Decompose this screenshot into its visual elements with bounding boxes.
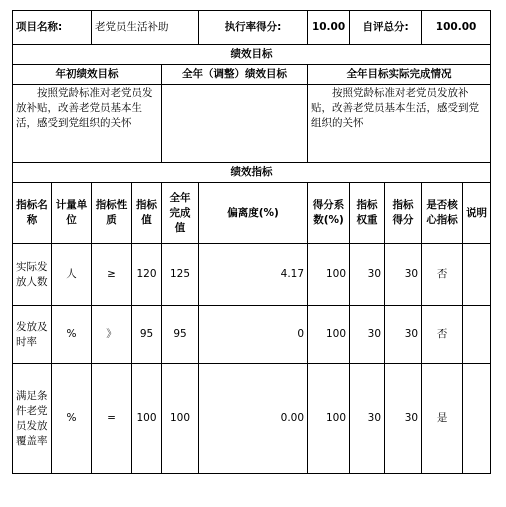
exec-rate-value: 10.00 [308, 11, 350, 45]
header-row [13, 11, 491, 45]
indicator-score: 30 [385, 364, 422, 474]
indicator-value: 95 [132, 306, 162, 364]
goals-section-title: 绩效目标 [13, 45, 491, 65]
indicator-core: 是 [422, 364, 463, 474]
indicator-name: 实际发放人数 [13, 244, 52, 306]
indicator-note [463, 306, 491, 364]
indicator-deviation: 4.17 [199, 244, 308, 306]
col-header-name: 指标名称 [13, 183, 52, 244]
col-header-weight: 指标权重 [350, 183, 385, 244]
col-header-note: 说明 [463, 183, 491, 244]
indicator-unit: % [52, 306, 92, 364]
goals-content-row [13, 85, 491, 163]
performance-evaluation-sheet [12, 10, 490, 474]
indicator-deviation: 0.00 [199, 364, 308, 474]
col-header-coef: 得分系数(%) [308, 183, 350, 244]
indicators-header-row [13, 183, 491, 244]
indicator-coef: 100 [308, 306, 350, 364]
self-score-label: 自评总分: [350, 11, 422, 45]
initial-goal-text: 按照党龄标准对老党员发放补贴，改善老党员基本生活，感受到党组织的关怀 [13, 85, 162, 163]
indicator-score: 30 [385, 244, 422, 306]
indicator-value: 120 [132, 244, 162, 306]
col-header-score: 指标得分 [385, 183, 422, 244]
project-name-value: 老党员生活补助 [92, 11, 199, 45]
indicator-nature: = [92, 364, 132, 474]
indicator-note [463, 244, 491, 306]
indicators-section-row [13, 163, 491, 183]
adjusted-goal-header: 全年（调整）绩效目标 [162, 65, 308, 85]
col-header-value: 指标值 [132, 183, 162, 244]
indicator-coef: 100 [308, 244, 350, 306]
actual-completion-header: 全年目标实际完成情况 [308, 65, 491, 85]
table-row [13, 364, 491, 474]
indicator-coef: 100 [308, 364, 350, 474]
indicator-unit: 人 [52, 244, 92, 306]
indicator-weight: 30 [350, 244, 385, 306]
indicator-nature: ≥ [92, 244, 132, 306]
indicator-deviation: 0 [199, 306, 308, 364]
evaluation-table [12, 10, 491, 474]
col-header-unit: 计量单位 [52, 183, 92, 244]
table-row [13, 306, 491, 364]
indicator-name: 发放及时率 [13, 306, 52, 364]
indicator-unit: % [52, 364, 92, 474]
indicator-actual: 100 [162, 364, 199, 474]
initial-goal-header: 年初绩效目标 [13, 65, 162, 85]
self-score-value: 100.00 [422, 11, 491, 45]
indicator-weight: 30 [350, 364, 385, 474]
col-header-nature: 指标性质 [92, 183, 132, 244]
indicator-actual: 95 [162, 306, 199, 364]
indicator-value: 100 [132, 364, 162, 474]
indicator-nature: 》 [92, 306, 132, 364]
indicator-core: 否 [422, 306, 463, 364]
actual-completion-text: 按照党龄标准对老党员发放补贴，改善老党员基本生活，感受到党组织的关怀 [308, 85, 491, 163]
exec-rate-label: 执行率得分: [199, 11, 308, 45]
goals-section-row [13, 45, 491, 65]
indicator-actual: 125 [162, 244, 199, 306]
col-header-actual: 全年完成值 [162, 183, 199, 244]
indicator-name: 满足条件老党员发放覆盖率 [13, 364, 52, 474]
indicator-core: 否 [422, 244, 463, 306]
goals-header-row [13, 65, 491, 85]
col-header-core: 是否核心指标 [422, 183, 463, 244]
project-name-label: 项目名称: [13, 11, 92, 45]
indicator-note [463, 364, 491, 474]
indicator-weight: 30 [350, 306, 385, 364]
adjusted-goal-text [162, 85, 308, 163]
indicator-score: 30 [385, 306, 422, 364]
col-header-deviation: 偏离度(%) [199, 183, 308, 244]
indicators-section-title: 绩效指标 [13, 163, 491, 183]
table-row [13, 244, 491, 306]
